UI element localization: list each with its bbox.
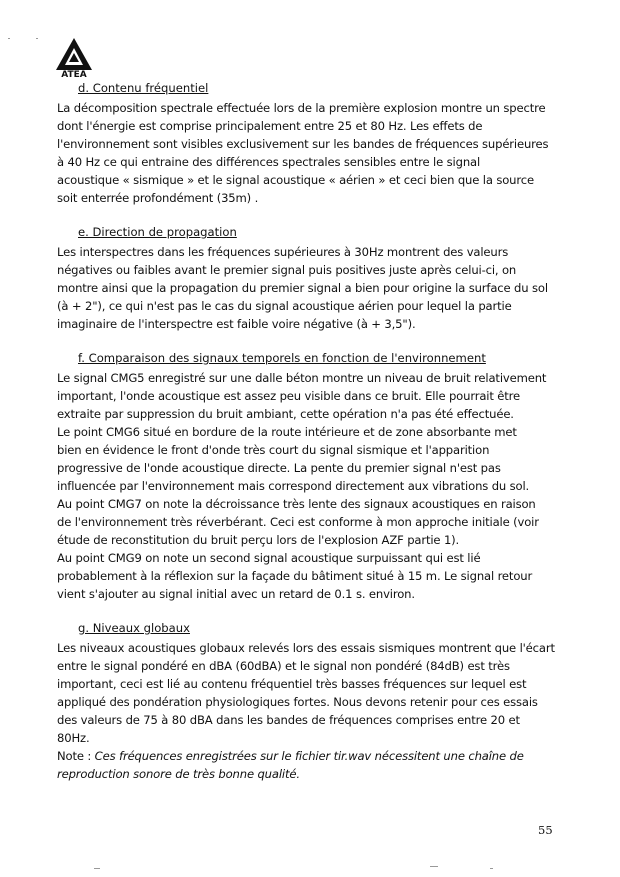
text-line: important, l'onde acoustique est assez peu visible dans ce bruit. Elle pourrait être [57,389,521,403]
logo-text: ATEA [61,70,87,80]
text-line: influencée par l'environnement mais correspond directement aux vibrations du sol. [57,479,530,493]
text-line: probablement à la réflexion sur la façade du bâtiment situé à 15 m. Le signal retour [57,569,533,583]
text-line: des valeurs de 75 à 80 dBA dans les bandes de fréquences comprises entre 20 et [57,713,520,727]
section-paragraph [57,243,557,333]
section-heading: d. Contenu fréquentiel [78,81,209,95]
text-line: Au point CMG9 on note un second signal acoustique surpuissant qui est lié [57,551,481,565]
section-e [57,224,557,333]
note-label: Note : [57,749,95,763]
section-heading: f. Comparaison des signaux temporels en fonction de l'environnement [78,351,486,365]
section-g [57,620,557,783]
text-line: acoustique « sismique » et le signal acoustique « aérien » et ceci bien que la source [57,173,534,187]
text-line: négatives ou faibles avant le premier signal puis positives juste après celui-ci, on [57,263,517,277]
text-line: 80Hz. [57,731,90,745]
scan-speck [36,38,38,39]
text-line: Le signal CMG5 enregistré sur une dalle béton montre un niveau de bruit relativement [57,371,547,385]
note [57,747,557,783]
note-text: reproduction sonore de très bonne qualité. [57,767,300,781]
text-line: (à + 2"), ce qui n'est pas le cas du signal acoustique aérien pour lequel la partie [57,299,512,313]
text-line: appliqué des pondération physiologiques fortes. Nous devons retenir pour ces essais [57,695,538,709]
text-line: La décomposition spectrale effectuée lors de la première explosion montre un spectre [57,101,546,115]
scan-speck [430,866,438,867]
section-paragraph [57,99,557,207]
text-line: dont l'énergie est comprise principalement entre 25 et 80 Hz. Les effets de [57,119,483,133]
section-heading: e. Direction de propagation [78,225,237,239]
text-line: important, ceci est lié au contenu fréquentiel très basses fréquences sur lequel est [57,677,527,691]
section-d [57,80,557,207]
text-line: soit enterrée profondément (35m) . [57,191,259,205]
atea-logo [52,36,96,80]
text-line: montre ainsi que la propagation du premier signal a bien pour origine la surface du sol [57,281,548,295]
scan-speck [490,868,493,869]
text-line: bien en évidence le front d'onde très court du signal sismique et l'apparition [57,443,490,457]
text-line: entre le signal pondéré en dBA (60dBA) et le signal non pondéré (84dB) est très [57,659,510,673]
document-body [57,80,557,783]
section-f [57,350,557,603]
text-line: progressive de l'onde acoustique directe. La pente du premier signal n'est pas [57,461,501,475]
scan-speck [94,868,100,869]
page-number: 55 [538,823,553,837]
section-paragraph [57,639,557,747]
text-line: extraite par suppression du bruit ambiant, cette opération n'a pas été effectuée. [57,407,514,421]
text-line: étude de reconstitution du bruit perçu lors de l'explosion AZF partie 1). [57,533,460,547]
text-line: Les interspectres dans les fréquences supérieures à 30Hz montrent des valeurs [57,245,509,259]
text-line: de l'environnement très réverbérant. Ceci est conforme à mon approche initiale (voir [57,515,539,529]
text-line: à 40 Hz ce qui entraine des différences spectrales sensibles entre le signal [57,155,481,169]
text-line: l'environnement sont visibles exclusivement sur les bandes de fréquences supérieures [57,137,549,151]
text-line: vient s'ajouter au signal initial avec un retard de 0.1 s. environ. [57,587,415,601]
scan-speck [8,38,10,39]
text-line: Au point CMG7 on note la décroissance très lente des signaux acoustiques en raison [57,497,536,511]
text-line: imaginaire de l'interspectre est faible voire négative (à + 3,5"). [57,317,416,331]
note-text: Ces fréquences enregistrées sur le fichier tir.wav nécessitent une chaîne de [94,749,524,763]
section-paragraph [57,369,557,603]
section-heading: g. Niveaux globaux [78,621,190,635]
text-line: Les niveaux acoustiques globaux relevés lors des essais sismiques montrent que l'écart [57,641,555,655]
text-line: Le point CMG6 situé en bordure de la route intérieure et de zone absorbante met [57,425,517,439]
